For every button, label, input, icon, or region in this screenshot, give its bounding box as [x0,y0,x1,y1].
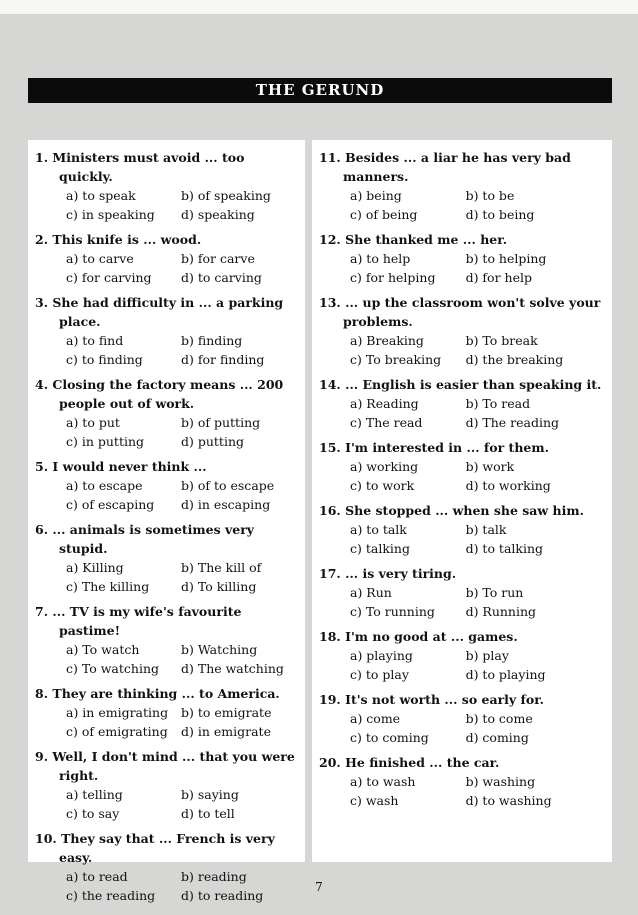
question-text: 17. ... is very tiring. [319,566,457,581]
option-a: a) working [350,459,419,474]
option-c: c) wash [350,793,399,808]
answer-options [35,558,305,596]
option-c: c) of escaping [66,497,155,512]
option-c: c) for carving [66,270,152,285]
answer-options [35,186,305,224]
question-text: 4. Closing the factory means ... 200 people out of work. [35,377,284,411]
answer-options [319,709,612,747]
option-a: a) Run [350,585,392,600]
option-b: b) to be [465,188,515,203]
option-d: d) for help [465,270,532,285]
option-d: d) for finding [181,352,265,367]
question-text: 14. ... English is easier than speaking it. [319,377,602,392]
option-b: b) to helping [465,251,547,266]
answer-options [319,457,612,495]
option-b: b) for carve [181,251,255,266]
question-text: 12. She thanked me ... her. [319,232,508,247]
option-a: a) to help [350,251,411,266]
option-d: d) To killing [181,579,257,594]
left-column [28,140,305,903]
question-text: 16. She stopped ... when she saw him. [319,503,584,518]
question-item [35,457,305,514]
question-text: 5. I would never think ... [35,459,207,474]
question-item [35,148,305,224]
option-d: d) in emigrate [181,724,271,739]
option-d: d) to playing [465,667,546,682]
option-d: d) to tell [181,806,235,821]
answer-options [319,186,612,224]
option-b: b) to emigrate [181,705,272,720]
option-a: a) to read [66,869,128,884]
option-d: d) to working [465,478,551,493]
option-a: a) to carve [66,251,134,266]
option-a: a) to wash [350,774,416,789]
option-a: a) in emigrating [66,705,169,720]
option-c: c) to coming [350,730,429,745]
question-item [319,690,612,747]
page-number: 7 [315,880,323,894]
question-item [35,684,305,741]
option-b: b) play [465,648,509,663]
option-d: d) coming [465,730,529,745]
question-text: 18. I'm no good at ... games. [319,629,518,644]
option-c: c) of emigrating [66,724,168,739]
option-a: a) to talk [350,522,407,537]
option-c: c) The killing [66,579,150,594]
question-item [319,375,612,432]
question-text: 1. Ministers must avoid ... too quickly. [35,150,245,184]
question-item [35,375,305,451]
option-d: d) putting [181,434,245,449]
option-c: c) to say [66,806,120,821]
question-text: 11. Besides ... a liar he has very bad manners. [319,150,571,184]
option-a: a) being [350,188,402,203]
page-title: THE GERUND [28,78,612,103]
option-b: b) to come [465,711,533,726]
option-a: a) to put [66,415,120,430]
option-a: a) Breaking [350,333,424,348]
question-item [319,501,612,558]
option-b: b) of putting [181,415,261,430]
question-item [35,520,305,596]
option-d: d) to being [465,207,535,222]
question-item [319,293,612,369]
answer-options [35,640,305,678]
option-d: d) speaking [181,207,255,222]
option-c: c) To breaking [350,352,442,367]
option-b: b) To read [465,396,531,411]
option-b: b) To run [465,585,524,600]
option-b: b) washing [465,774,536,789]
option-a: a) playing [350,648,413,663]
option-d: d) to talking [465,541,544,556]
option-a: a) Killing [66,560,124,575]
question-text: 6. ... animals is sometimes very stupid. [35,522,255,556]
option-d: d) to carving [181,270,262,285]
question-item [35,230,305,287]
option-b: b) saying [181,787,239,802]
option-c: c) in putting [66,434,145,449]
option-d: d) to reading [181,888,264,903]
question-item [319,230,612,287]
answer-options [35,413,305,451]
option-d: d) in escaping [181,497,271,512]
question-item [35,293,305,369]
question-text: 20. He finished ... the car. [319,755,500,770]
option-a: a) telling [66,787,123,802]
option-b: b) Watching [181,642,258,657]
option-c: c) To running [350,604,435,619]
question-text: 10. They say that ... French is very easy. [35,831,275,865]
option-c: c) the reading [66,888,156,903]
option-c: c) talking [350,541,410,556]
option-a: a) to find [66,333,124,348]
option-a: a) to speak [66,188,136,203]
option-d: d) Running [465,604,537,619]
question-item [319,627,612,684]
question-text: 7. ... TV is my wife's favourite pastime! [35,604,242,638]
option-c: c) to play [350,667,409,682]
question-item [319,438,612,495]
answer-options [35,703,305,741]
answer-options [319,394,612,432]
option-c: c) to finding [66,352,143,367]
answer-options [35,785,305,823]
question-item [319,753,612,810]
option-d: d) The reading [465,415,560,430]
option-d: d) The watching [181,661,284,676]
option-a: a) Reading [350,396,419,411]
option-c: c) to work [350,478,415,493]
option-a: a) come [350,711,401,726]
answer-options [319,646,612,684]
option-b: b) To break [465,333,538,348]
option-d: d) to washing [465,793,552,808]
option-d: d) the breaking [465,352,564,367]
question-text: 2. This knife is ... wood. [35,232,202,247]
question-text: 3. She had difficulty in ... a parking place. [35,295,284,329]
option-b: b) The kill of [181,560,262,575]
option-a: a) To watch [66,642,140,657]
question-item [35,602,305,678]
right-column [312,140,612,862]
option-b: b) of to escape [181,478,275,493]
answer-options [319,331,612,369]
option-b: b) work [465,459,515,474]
option-b: b) of speaking [181,188,271,203]
question-item [319,564,612,621]
option-c: c) in speaking [66,207,155,222]
option-c: c) To watching [66,661,159,676]
question-item [35,747,305,823]
question-text: 8. They are thinking ... to America. [35,686,280,701]
option-c: c) The read [350,415,423,430]
option-b: b) reading [181,869,247,884]
answer-options [319,583,612,621]
option-c: c) of being [350,207,418,222]
answer-options [35,249,305,287]
answer-options [319,520,612,558]
option-c: c) for helping [350,270,436,285]
option-b: b) finding [181,333,243,348]
option-b: b) talk [465,522,507,537]
answer-options [35,476,305,514]
question-text: 15. I'm interested in ... for them. [319,440,549,455]
answer-options [319,249,612,287]
question-text: 19. It's not worth ... so early for. [319,692,545,707]
answer-options [35,331,305,369]
question-item [319,148,612,224]
answer-options [319,772,612,810]
question-text: 9. Well, I don't mind ... that you were right. [35,749,295,783]
question-text: 13. ... up the classroom won't solve your problems. [319,295,601,329]
option-a: a) to escape [66,478,143,493]
